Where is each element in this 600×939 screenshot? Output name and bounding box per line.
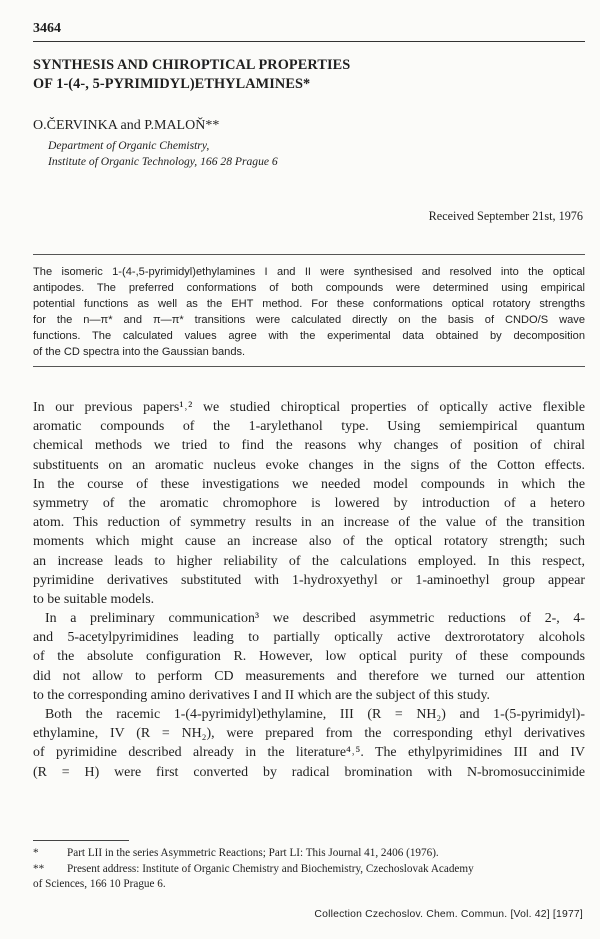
body-line: to be suitable models. bbox=[33, 591, 155, 607]
page-number: 3464 bbox=[33, 21, 61, 36]
body-line: to the corresponding amino derivatives I and II which are the subject of this study. bbox=[33, 687, 490, 703]
body-line: atom. This reduction of symmetry results in an increase of the value of the transition bbox=[33, 515, 585, 531]
received-date: Received September 21st, 1976 bbox=[428, 209, 583, 223]
header-rule bbox=[33, 41, 585, 42]
abstract-bottom-rule bbox=[33, 366, 585, 367]
footnotes bbox=[33, 846, 585, 893]
footnote-mark: ** bbox=[33, 862, 45, 875]
body-line: substituents on an aromatic nucleus evoke changes in the signs of the Cotton effects. bbox=[33, 457, 585, 473]
abstract-line: antipodes. The preferred conformations of both compounds were determined using empirical bbox=[33, 282, 585, 294]
affiliation-line-1: Department of Organic Chemistry, bbox=[48, 139, 210, 152]
abstract-line: for the n—π* and π—π* transitions were calculated directly on the basis of CNDO/S wave bbox=[33, 314, 585, 326]
body-line: moments which might cause an increase also of the optical rotatory strength; such bbox=[33, 534, 585, 550]
abstract-line: of the CD spectra into the Gaussian bands. bbox=[33, 346, 246, 358]
footnote bbox=[33, 862, 585, 878]
journal-reference: Collection Czechoslov. Chem. Commun. [Vol. 42] [1977] bbox=[314, 909, 583, 920]
body-line: In our previous papers¹˒² we studied chiroptical properties of optically active flexible bbox=[33, 400, 585, 415]
footnote-rule bbox=[33, 840, 129, 841]
body-line: symmetry of the aromatic chromophore is lowered by introduction of a hetero bbox=[33, 495, 585, 511]
body-line: pyrimidine derivatives substituted with 1-hydroxyethyl or 1-aminoethyl group appear bbox=[33, 572, 585, 588]
footnote bbox=[33, 846, 585, 862]
body-line: In the course of these investigations we needed model compounds in which the bbox=[33, 476, 585, 492]
body-text bbox=[33, 398, 585, 782]
body-line: an increase leads to higher reliability of the calculations employed. In this respect, bbox=[33, 553, 585, 569]
body-line: and 5-acetylpyrimidines leading to partially optically active dextrorotatory alcohols bbox=[33, 630, 585, 646]
title-line-1: SYNTHESIS AND CHIROPTICAL PROPERTIES bbox=[33, 57, 351, 73]
title-line-2: OF 1-(4-, 5-PYRIMIDYL)ETHYLAMINES* bbox=[33, 76, 311, 92]
abstract-line: functions. The calculated values agree with the experimental data obtained by decomposition bbox=[33, 330, 585, 342]
body-line: Both the racemic 1-(4-pyrimidyl)ethylamine, III (R = NH₂) and 1-(5-pyrimidyl)- bbox=[45, 707, 585, 722]
body-line: ethylamine, IV (R = NH₂), were prepared from the corresponding ethyl derivatives bbox=[33, 726, 585, 742]
abstract-line: The isomeric 1-(4-,5-pyrimidyl)ethylamines I and II were synthesised and resolved into the optical bbox=[33, 266, 585, 278]
body-line: (R = H) were first converted by radical bromination with N-bromosuccinimide bbox=[33, 764, 585, 780]
authors: O.ČERVINKA and P.MALOŇ** bbox=[33, 118, 220, 133]
body-line: aromatic compounds of the 1-arylethanol type. Using semiempirical quantum bbox=[33, 419, 585, 435]
body-line: of pyrimidine described already in the literature⁴˒⁵. The ethylpyrimidines III and IV bbox=[33, 745, 585, 761]
footnote-mark: * bbox=[33, 847, 39, 859]
footnote-text: Part LII in the series Asymmetric Reactions; Part LI: This Journal 41, 2406 (1976). bbox=[67, 847, 439, 859]
footnote bbox=[33, 877, 585, 893]
affiliation-line-2: Institute of Organic Technology, 166 28 Prague 6 bbox=[48, 155, 278, 168]
abstract bbox=[33, 264, 585, 360]
abstract-top-rule bbox=[33, 254, 585, 255]
footnote-text: Present address: Institute of Organic Chemistry and Biochemistry, Czechoslovak Academy bbox=[67, 862, 474, 875]
affiliation bbox=[48, 138, 278, 170]
body-line: did not allow to perform CD measurements and therefore we turned our attention bbox=[33, 668, 585, 684]
abstract-line: potential functions as well as the EHT method. For these conformations optical rotatory strengths bbox=[33, 298, 585, 310]
body-line: In a preliminary communication³ we described asymmetric reductions of 2-, 4- bbox=[45, 611, 585, 627]
body-line: of the absolute configuration R. However, low optical purity of these compounds bbox=[33, 649, 585, 665]
article-title bbox=[33, 56, 350, 94]
body-line: chemical methods we tried to find the reasons why changes of position of chiral bbox=[33, 438, 585, 454]
footnote-text: of Sciences, 166 10 Prague 6. bbox=[33, 878, 166, 890]
